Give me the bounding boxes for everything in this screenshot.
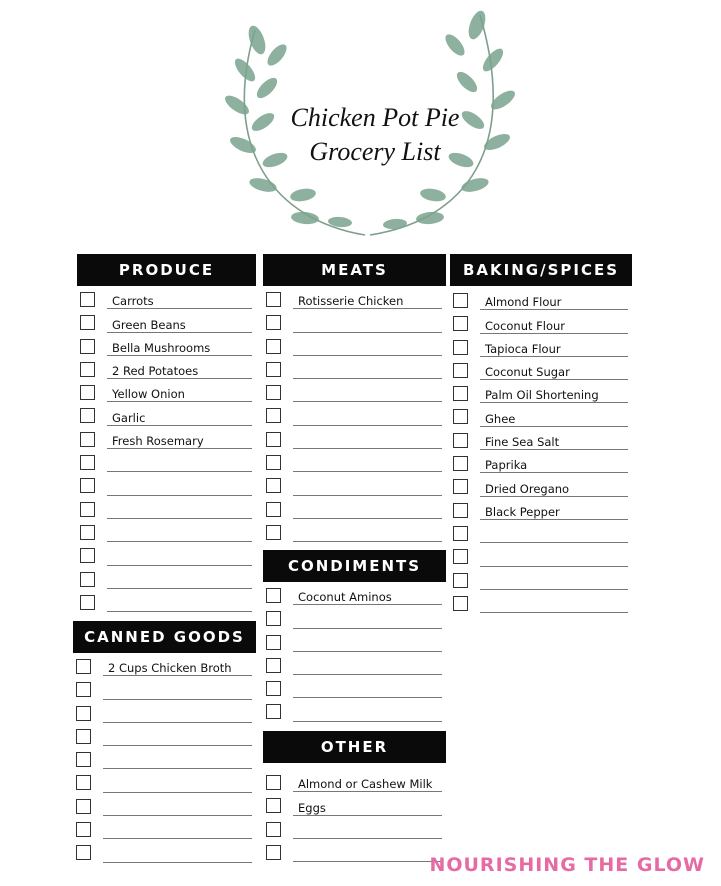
checkbox[interactable] bbox=[266, 798, 281, 813]
write-in-line bbox=[293, 355, 442, 356]
list-item bbox=[263, 631, 446, 654]
checkbox[interactable] bbox=[266, 704, 281, 719]
list-item bbox=[77, 311, 256, 334]
write-in-line bbox=[293, 541, 442, 542]
section-meats bbox=[263, 254, 446, 544]
write-in-line bbox=[293, 518, 442, 519]
list-item bbox=[77, 428, 256, 451]
write-in-line bbox=[107, 541, 252, 542]
section-baking-spices bbox=[450, 254, 632, 615]
item-label: Fresh Rosemary bbox=[112, 434, 204, 449]
brand-logo: NOURISHING THE GLOW bbox=[429, 854, 705, 876]
write-in-line bbox=[107, 448, 252, 449]
checkbox[interactable] bbox=[266, 385, 281, 400]
item-label: 2 Red Potatoes bbox=[112, 364, 199, 379]
checkbox[interactable] bbox=[266, 502, 281, 517]
checkbox[interactable] bbox=[80, 525, 95, 540]
checkbox[interactable] bbox=[453, 549, 468, 564]
write-in-line bbox=[107, 518, 252, 519]
write-in-line bbox=[107, 401, 252, 402]
list-item bbox=[77, 381, 256, 404]
item-list-canned-goods bbox=[73, 655, 256, 865]
write-in-line bbox=[293, 448, 442, 449]
write-in-line bbox=[293, 674, 442, 675]
list-item bbox=[77, 544, 256, 567]
checkbox[interactable] bbox=[453, 503, 468, 518]
checkbox[interactable] bbox=[266, 432, 281, 447]
write-in-line bbox=[107, 308, 252, 309]
write-in-line bbox=[293, 401, 442, 402]
list-item bbox=[450, 452, 632, 475]
checkbox[interactable] bbox=[453, 363, 468, 378]
list-item bbox=[450, 429, 632, 452]
checkbox[interactable] bbox=[80, 339, 95, 354]
list-item bbox=[77, 335, 256, 358]
checkbox[interactable] bbox=[453, 596, 468, 611]
write-in-line bbox=[103, 745, 252, 746]
list-item bbox=[450, 359, 632, 382]
list-item bbox=[73, 655, 256, 678]
checkbox[interactable] bbox=[76, 845, 91, 860]
list-item bbox=[450, 312, 632, 335]
section-condiments bbox=[263, 550, 446, 724]
write-in-line bbox=[103, 792, 252, 793]
checkbox[interactable] bbox=[453, 456, 468, 471]
list-item bbox=[77, 474, 256, 497]
write-in-line bbox=[480, 519, 628, 520]
list-item bbox=[73, 818, 256, 841]
write-in-line bbox=[293, 721, 442, 722]
list-item bbox=[77, 358, 256, 381]
list-item bbox=[263, 654, 446, 677]
list-item bbox=[263, 677, 446, 700]
list-item bbox=[263, 700, 446, 723]
list-item bbox=[263, 335, 446, 358]
checkbox[interactable] bbox=[80, 362, 95, 377]
section-produce bbox=[77, 254, 256, 614]
checkbox[interactable] bbox=[80, 502, 95, 517]
page-title-line-2: Grocery List bbox=[309, 137, 441, 166]
list-item bbox=[73, 771, 256, 794]
write-in-line bbox=[293, 651, 442, 652]
write-in-line bbox=[293, 838, 442, 839]
write-in-line bbox=[107, 588, 252, 589]
checkbox[interactable] bbox=[266, 681, 281, 696]
write-in-line bbox=[293, 815, 442, 816]
item-label: 2 Cups Chicken Broth bbox=[108, 661, 232, 676]
list-item bbox=[77, 288, 256, 311]
list-item bbox=[450, 289, 632, 312]
write-in-line bbox=[103, 722, 252, 723]
write-in-line bbox=[480, 449, 628, 450]
checkbox[interactable] bbox=[266, 845, 281, 860]
checkbox[interactable] bbox=[453, 386, 468, 401]
write-in-line bbox=[480, 333, 628, 334]
checkbox[interactable] bbox=[453, 479, 468, 494]
write-in-line bbox=[480, 496, 628, 497]
write-in-line bbox=[293, 791, 442, 792]
item-list-produce bbox=[77, 288, 256, 614]
item-list-baking-spices bbox=[450, 289, 632, 615]
write-in-line bbox=[107, 355, 252, 356]
section-header-condiments: CONDIMENTS bbox=[263, 550, 446, 582]
list-item bbox=[263, 428, 446, 451]
checkbox[interactable] bbox=[76, 799, 91, 814]
checkbox[interactable] bbox=[80, 315, 95, 330]
item-label: Bella Mushrooms bbox=[112, 340, 211, 355]
write-in-line bbox=[293, 332, 442, 333]
item-label: Garlic bbox=[112, 410, 146, 425]
write-in-line bbox=[103, 838, 252, 839]
write-in-line bbox=[103, 862, 252, 863]
checkbox[interactable] bbox=[266, 822, 281, 837]
write-in-line bbox=[293, 628, 442, 629]
write-in-line bbox=[293, 604, 442, 605]
item-label: Black Pepper bbox=[485, 504, 560, 519]
item-label: Green Beans bbox=[112, 317, 186, 332]
item-label: Yellow Onion bbox=[112, 387, 185, 402]
item-label: Fine Sea Salt bbox=[485, 435, 560, 450]
item-label: Eggs bbox=[298, 800, 326, 815]
write-in-line bbox=[293, 697, 442, 698]
item-label: Carrots bbox=[112, 294, 154, 309]
section-header-canned-goods: CANNED GOODS bbox=[73, 621, 256, 653]
list-item bbox=[73, 795, 256, 818]
item-label: Dried Oregano bbox=[485, 481, 570, 496]
list-item bbox=[77, 568, 256, 591]
write-in-line bbox=[480, 566, 628, 567]
write-in-line bbox=[480, 426, 628, 427]
write-in-line bbox=[480, 379, 628, 380]
checkbox[interactable] bbox=[266, 408, 281, 423]
checkbox[interactable] bbox=[266, 775, 281, 790]
checkbox[interactable] bbox=[80, 478, 95, 493]
checkbox[interactable] bbox=[76, 659, 91, 674]
section-header-baking-spices: BAKING/SPICES bbox=[450, 254, 632, 286]
item-label: Tapioca Flour bbox=[485, 341, 561, 356]
write-in-line bbox=[107, 471, 252, 472]
list-item bbox=[77, 591, 256, 614]
checkbox[interactable] bbox=[266, 525, 281, 540]
list-item bbox=[73, 725, 256, 748]
checkbox[interactable] bbox=[266, 455, 281, 470]
write-in-line bbox=[107, 378, 252, 379]
item-list-other bbox=[263, 771, 446, 864]
write-in-line bbox=[480, 472, 628, 473]
checkbox[interactable] bbox=[76, 682, 91, 697]
write-in-line bbox=[293, 861, 442, 862]
section-header-meats: MEATS bbox=[263, 254, 446, 286]
list-item bbox=[77, 404, 256, 427]
checkbox[interactable] bbox=[80, 548, 95, 563]
write-in-line bbox=[480, 612, 628, 613]
write-in-line bbox=[293, 308, 442, 309]
checkbox[interactable] bbox=[80, 408, 95, 423]
write-in-line bbox=[107, 332, 252, 333]
list-item bbox=[263, 771, 446, 794]
checkbox[interactable] bbox=[266, 611, 281, 626]
item-label: Palm Oil Shortening bbox=[485, 388, 599, 403]
checkbox[interactable] bbox=[80, 455, 95, 470]
checkbox[interactable] bbox=[76, 706, 91, 721]
checkbox[interactable] bbox=[453, 573, 468, 588]
list-item bbox=[450, 405, 632, 428]
checkbox[interactable] bbox=[453, 409, 468, 424]
write-in-line bbox=[107, 565, 252, 566]
list-item bbox=[263, 794, 446, 817]
checkbox[interactable] bbox=[266, 315, 281, 330]
list-item bbox=[263, 521, 446, 544]
write-in-line bbox=[107, 425, 252, 426]
item-label: Coconut Sugar bbox=[485, 365, 570, 380]
item-label: Rotisserie Chicken bbox=[298, 294, 404, 309]
list-item bbox=[263, 404, 446, 427]
checkbox[interactable] bbox=[266, 362, 281, 377]
write-in-line bbox=[103, 675, 252, 676]
checkbox[interactable] bbox=[453, 293, 468, 308]
list-item bbox=[77, 451, 256, 474]
write-in-line bbox=[107, 611, 252, 612]
list-item bbox=[263, 841, 446, 864]
checkbox[interactable] bbox=[80, 572, 95, 587]
list-item bbox=[73, 841, 256, 864]
list-item bbox=[263, 381, 446, 404]
checkbox[interactable] bbox=[453, 433, 468, 448]
checkbox[interactable] bbox=[266, 658, 281, 673]
list-item bbox=[73, 702, 256, 725]
list-item bbox=[263, 498, 446, 521]
list-item bbox=[73, 678, 256, 701]
list-item bbox=[263, 288, 446, 311]
write-in-line bbox=[293, 495, 442, 496]
item-list-meats bbox=[263, 288, 446, 544]
list-item bbox=[263, 584, 446, 607]
section-header-other: OTHER bbox=[263, 731, 446, 763]
write-in-line bbox=[480, 356, 628, 357]
list-item bbox=[263, 358, 446, 381]
item-label: Ghee bbox=[485, 411, 516, 426]
write-in-line bbox=[293, 471, 442, 472]
item-label: Almond or Cashew Milk bbox=[298, 777, 433, 792]
section-canned-goods bbox=[73, 621, 256, 865]
write-in-line bbox=[103, 699, 252, 700]
item-list-condiments bbox=[263, 584, 446, 724]
checkbox[interactable] bbox=[80, 432, 95, 447]
section-header-produce: PRODUCE bbox=[77, 254, 256, 286]
checkbox[interactable] bbox=[80, 292, 95, 307]
write-in-line bbox=[480, 589, 628, 590]
list-item bbox=[263, 818, 446, 841]
checkbox[interactable] bbox=[266, 339, 281, 354]
checkbox[interactable] bbox=[266, 635, 281, 650]
list-item bbox=[450, 545, 632, 568]
checkbox[interactable] bbox=[76, 822, 91, 837]
list-item bbox=[450, 592, 632, 615]
page-title-line-1: Chicken Pot Pie bbox=[290, 103, 460, 132]
checkbox[interactable] bbox=[80, 385, 95, 400]
write-in-line bbox=[480, 402, 628, 403]
checkbox[interactable] bbox=[266, 292, 281, 307]
list-item bbox=[263, 451, 446, 474]
write-in-line bbox=[293, 378, 442, 379]
checkbox[interactable] bbox=[453, 526, 468, 541]
checkbox[interactable] bbox=[266, 588, 281, 603]
list-item bbox=[77, 498, 256, 521]
checkbox[interactable] bbox=[453, 316, 468, 331]
list-item bbox=[450, 569, 632, 592]
list-item bbox=[263, 607, 446, 630]
list-item bbox=[73, 748, 256, 771]
section-other bbox=[263, 731, 446, 864]
checkbox[interactable] bbox=[266, 478, 281, 493]
item-label: Paprika bbox=[485, 458, 528, 473]
item-label: Almond Flour bbox=[485, 295, 562, 310]
write-in-line bbox=[480, 542, 628, 543]
list-item bbox=[450, 336, 632, 359]
write-in-line bbox=[103, 815, 252, 816]
item-label: Coconut Flour bbox=[485, 318, 566, 333]
checkbox[interactable] bbox=[76, 729, 91, 744]
list-item bbox=[77, 521, 256, 544]
list-item bbox=[263, 474, 446, 497]
list-item bbox=[450, 382, 632, 405]
write-in-line bbox=[293, 425, 442, 426]
list-item bbox=[263, 311, 446, 334]
list-item bbox=[450, 522, 632, 545]
write-in-line bbox=[103, 768, 252, 769]
list-item bbox=[450, 499, 632, 522]
list-item bbox=[450, 475, 632, 498]
checkbox[interactable] bbox=[80, 595, 95, 610]
checkbox[interactable] bbox=[453, 340, 468, 355]
checkbox[interactable] bbox=[76, 752, 91, 767]
write-in-line bbox=[107, 495, 252, 496]
write-in-line bbox=[480, 309, 628, 310]
checkbox[interactable] bbox=[76, 775, 91, 790]
item-label: Coconut Aminos bbox=[298, 590, 392, 605]
